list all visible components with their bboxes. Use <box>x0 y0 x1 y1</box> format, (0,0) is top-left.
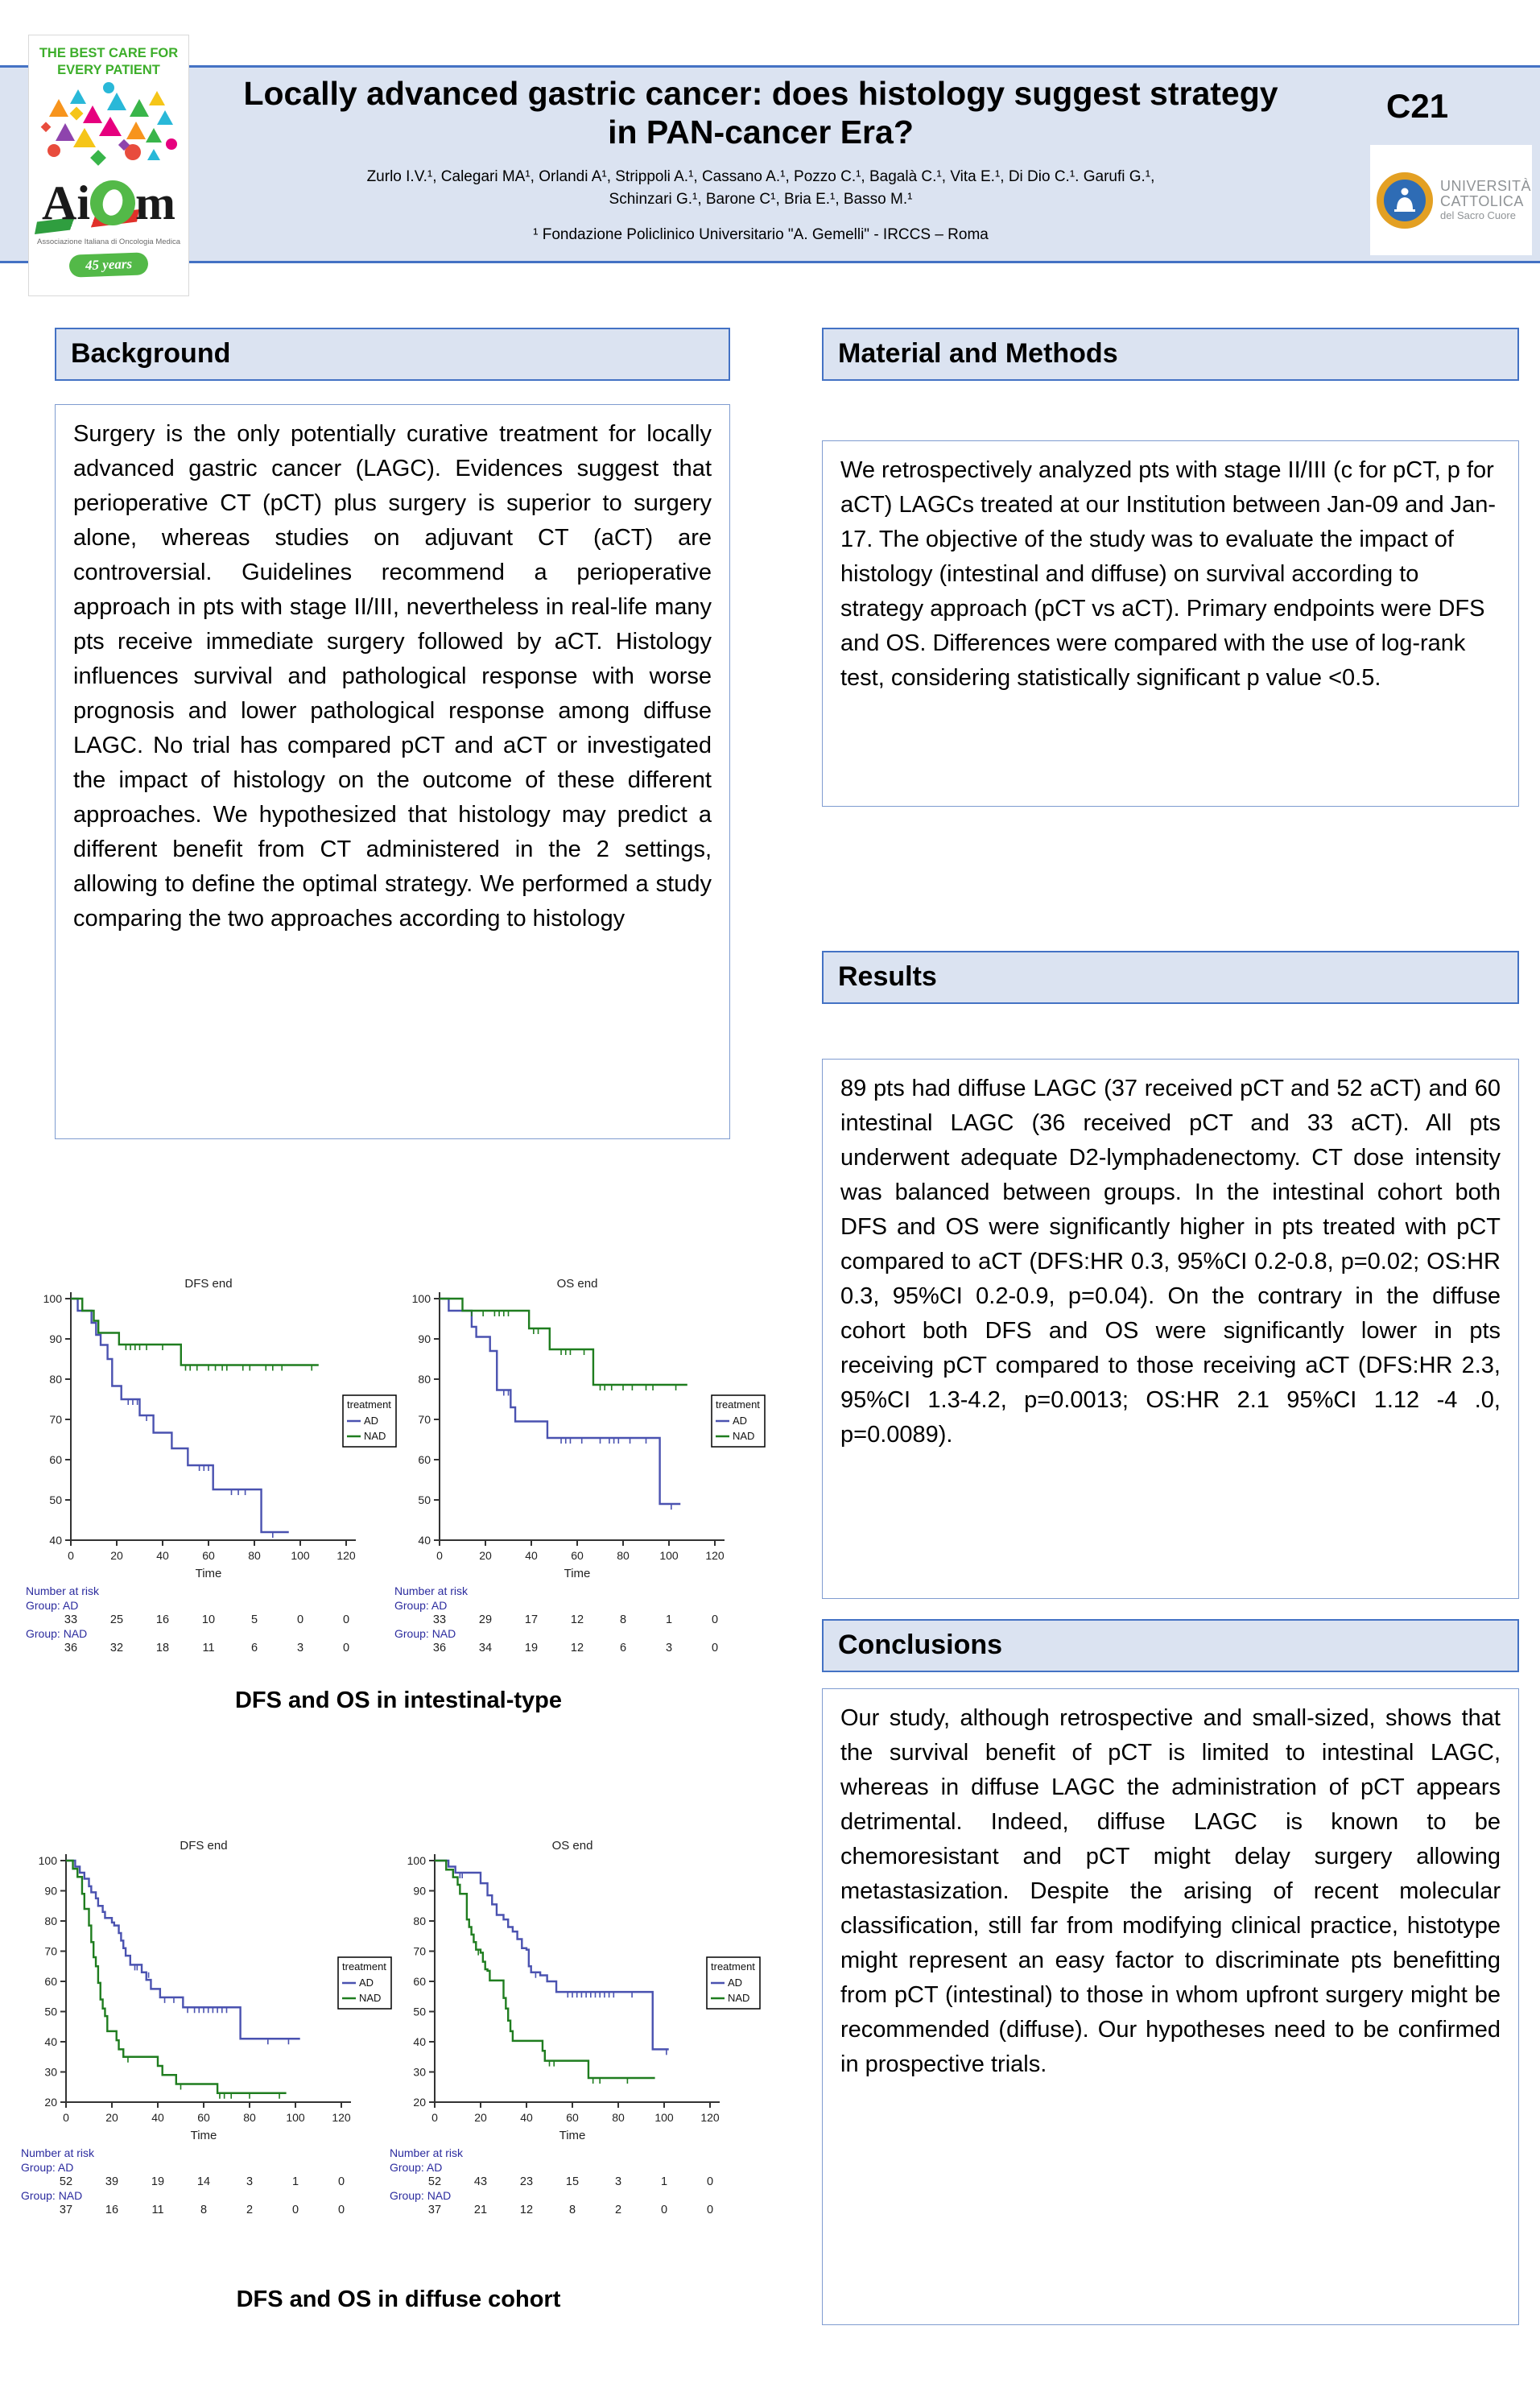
svg-text:80: 80 <box>44 1915 57 1927</box>
svg-text:19: 19 <box>151 2175 165 2188</box>
svg-text:3: 3 <box>246 2175 254 2188</box>
svg-text:40: 40 <box>156 1549 169 1562</box>
svg-text:Time: Time <box>559 2129 586 2142</box>
svg-text:90: 90 <box>49 1332 62 1345</box>
svg-text:36: 36 <box>432 1642 447 1654</box>
svg-text:70: 70 <box>418 1413 431 1426</box>
svg-text:OS end: OS end <box>556 1277 598 1291</box>
km-plot-svg <box>19 1836 394 2219</box>
svg-text:treatment: treatment <box>711 1960 755 1973</box>
svg-text:DFS end: DFS end <box>184 1277 233 1291</box>
svg-text:60: 60 <box>202 1549 215 1562</box>
svg-text:Time: Time <box>195 1567 222 1580</box>
svg-text:40: 40 <box>44 2035 57 2048</box>
poster-title: Locally advanced gastric cancer: does histology suggest strategy in PAN-cancer Era? <box>243 75 1278 151</box>
svg-text:0: 0 <box>68 1549 74 1562</box>
svg-text:80: 80 <box>413 1915 426 1927</box>
svg-text:40: 40 <box>151 2111 164 2124</box>
poster-code-badge: C21 <box>1386 87 1449 125</box>
aiom-tagline-line1: THE BEST CARE FOR <box>39 46 179 60</box>
svg-text:3: 3 <box>296 1642 304 1654</box>
svg-text:40: 40 <box>525 1549 538 1562</box>
svg-text:30: 30 <box>413 2065 426 2079</box>
svg-text:40: 40 <box>520 2111 533 2124</box>
cattolica-logo <box>1370 145 1532 255</box>
svg-text:40: 40 <box>418 1534 431 1547</box>
svg-text:80: 80 <box>418 1373 431 1386</box>
aiom-wordmark <box>29 173 188 233</box>
svg-text:0: 0 <box>342 1642 350 1654</box>
aiom-tagline-line2: EVERY PATIENT <box>57 62 160 77</box>
aiom-wordmark-right: m <box>135 176 175 230</box>
svg-text:60: 60 <box>571 1549 584 1562</box>
svg-text:0: 0 <box>337 2175 345 2188</box>
svg-text:15: 15 <box>565 2175 580 2188</box>
svg-text:37: 37 <box>427 2204 442 2216</box>
authors-line2: Schinzari G.¹, Barone C¹, Bria E.¹, Basso M.¹ <box>609 190 913 208</box>
svg-text:NAD: NAD <box>733 1430 755 1442</box>
svg-text:90: 90 <box>413 1884 426 1898</box>
svg-text:39: 39 <box>105 2175 119 2188</box>
svg-text:Time: Time <box>564 1567 591 1580</box>
svg-text:60: 60 <box>566 2111 579 2124</box>
section-header-background: Background <box>55 328 730 381</box>
svg-text:10: 10 <box>201 1613 216 1626</box>
km-chart-os-intestinal <box>393 1274 767 1657</box>
svg-text:Time: Time <box>190 2129 217 2142</box>
svg-text:80: 80 <box>243 2111 256 2124</box>
svg-text:0: 0 <box>706 2204 714 2216</box>
svg-text:100: 100 <box>407 1854 426 1867</box>
aiom-association-name: Associazione Italiana di Oncologia Medica <box>37 238 180 247</box>
svg-text:Group: NAD: Group: NAD <box>26 1627 88 1640</box>
svg-text:Group: NAD: Group: NAD <box>394 1627 456 1640</box>
svg-text:8: 8 <box>568 2204 576 2216</box>
svg-text:40: 40 <box>49 1534 62 1547</box>
cattolica-seal-icon <box>1377 172 1433 229</box>
svg-text:100: 100 <box>43 1292 62 1305</box>
svg-text:80: 80 <box>248 1549 261 1562</box>
svg-text:60: 60 <box>49 1453 62 1466</box>
km-plot-svg <box>388 1836 762 2219</box>
svg-text:70: 70 <box>44 1944 57 1958</box>
svg-text:100: 100 <box>411 1292 431 1305</box>
svg-text:90: 90 <box>44 1884 57 1898</box>
svg-text:0: 0 <box>342 1613 350 1626</box>
svg-text:3: 3 <box>614 2175 622 2188</box>
svg-text:34: 34 <box>478 1642 493 1654</box>
affiliation: ¹ Fondazione Policlinico Universitario "A. Gemelli" - IRCCS – Roma <box>533 226 989 243</box>
svg-text:0: 0 <box>711 1613 719 1626</box>
svg-text:70: 70 <box>413 1944 426 1958</box>
svg-text:50: 50 <box>418 1493 431 1506</box>
svg-text:70: 70 <box>49 1413 62 1426</box>
svg-text:NAD: NAD <box>359 1992 382 2004</box>
svg-text:AD: AD <box>359 1977 374 1989</box>
svg-text:treatment: treatment <box>347 1398 391 1411</box>
svg-text:0: 0 <box>660 2204 668 2216</box>
cattolica-line2: CATTOLICA <box>1440 193 1524 209</box>
svg-text:0: 0 <box>706 2175 714 2188</box>
svg-text:80: 80 <box>612 2111 625 2124</box>
svg-text:19: 19 <box>524 1642 539 1654</box>
svg-text:12: 12 <box>519 2204 534 2216</box>
svg-text:100: 100 <box>654 2111 674 2124</box>
svg-text:Group: NAD: Group: NAD <box>21 2189 83 2202</box>
svg-text:6: 6 <box>619 1642 627 1654</box>
svg-text:60: 60 <box>44 1975 57 1988</box>
svg-text:Group: AD: Group: AD <box>21 2161 74 2174</box>
svg-text:20: 20 <box>474 2111 487 2124</box>
svg-text:36: 36 <box>64 1642 78 1654</box>
svg-text:Group: AD: Group: AD <box>390 2161 443 2174</box>
svg-text:8: 8 <box>200 2204 208 2216</box>
km-chart-dfs-diffuse <box>19 1836 394 2219</box>
aiom-years-badge: 45 years <box>68 253 148 278</box>
svg-text:3: 3 <box>665 1642 673 1654</box>
svg-text:120: 120 <box>705 1549 725 1562</box>
svg-text:20: 20 <box>413 2096 426 2109</box>
svg-text:37: 37 <box>59 2204 73 2216</box>
svg-text:100: 100 <box>38 1854 57 1867</box>
svg-text:60: 60 <box>413 1975 426 1988</box>
svg-text:23: 23 <box>519 2175 534 2188</box>
svg-text:33: 33 <box>64 1613 78 1626</box>
svg-text:0: 0 <box>436 1549 443 1562</box>
svg-text:5: 5 <box>250 1613 258 1626</box>
svg-text:20: 20 <box>479 1549 492 1562</box>
authors-line1: Zurlo I.V.¹, Calegari MA¹, Orlandi A¹, Strippoli A.¹, Cassano A.¹, Pozzo C.¹, Bagalà C.¹, Vita E.¹, Di Dio C.¹. Garufi G.¹, <box>366 168 1155 185</box>
aiom-logo <box>28 35 189 296</box>
svg-text:11: 11 <box>151 2204 164 2216</box>
svg-text:16: 16 <box>105 2204 119 2216</box>
aiom-tagline <box>29 45 188 78</box>
svg-text:2: 2 <box>614 2204 622 2216</box>
svg-text:AD: AD <box>728 1977 743 1989</box>
section-header-methods: Material and Methods <box>822 328 1519 381</box>
svg-text:100: 100 <box>659 1549 679 1562</box>
svg-text:Number at risk: Number at risk <box>26 1584 100 1597</box>
svg-text:50: 50 <box>49 1493 62 1506</box>
section-body-methods: We retrospectively analyzed pts with stage II/III (c for pCT, p for aCT) LAGCs treated at our Institution between Jan-09 and Jan-17. The objective of the study was to evaluate the impact of histology (intestinal and diffuse) on survival according to strategy approach (pCT vs aCT). Primary endpoints were DFS and OS. Differences were compared with the use of log-rank test, considering statistically significant p value <0.5. <box>822 440 1519 807</box>
aiom-shapes-graphic <box>36 81 181 171</box>
svg-text:43: 43 <box>473 2175 488 2188</box>
svg-text:25: 25 <box>109 1613 124 1626</box>
km-chart-dfs-intestinal <box>24 1274 398 1657</box>
svg-text:20: 20 <box>44 2096 57 2109</box>
km-plot-svg <box>24 1274 398 1657</box>
svg-text:12: 12 <box>570 1613 584 1626</box>
svg-text:DFS end: DFS end <box>180 1839 228 1853</box>
svg-text:1: 1 <box>665 1613 673 1626</box>
svg-text:80: 80 <box>49 1373 62 1386</box>
svg-text:0: 0 <box>63 2111 69 2124</box>
svg-text:0: 0 <box>337 2204 345 2216</box>
svg-text:Group: AD: Group: AD <box>394 1599 448 1612</box>
svg-text:50: 50 <box>413 2005 426 2018</box>
section-header-conclusions: Conclusions <box>822 1619 1519 1672</box>
section-body-results: 89 pts had diffuse LAGC (37 received pCT and 52 aCT) and 60 intestinal LAGC (36 received pCT and 33 aCT). All pts underwent adequate D2-lymphadenectomy. CT dose intensity was balanced between groups. In the intestinal cohort both DFS and OS were significantly higher in pts treated with pCT compared to aCT (DFS:HR 0.3, 95%CI 0.2-0.8, p=0.02; OS:HR 0.3, 95%CI 0.2-0.9, p=0.04). On the contrary in the diffuse cohort both DFS and OS were significantly lower in pts receiving pCT compared to those receiving aCT (DFS:HR 2.3, 95%CI 1.3-4.2, p=0.0013; OS:HR 2.1 95%CI 1.12 -4 .0, p=0.0089). <box>822 1059 1519 1599</box>
svg-text:120: 120 <box>700 2111 720 2124</box>
svg-text:32: 32 <box>109 1642 124 1654</box>
svg-text:52: 52 <box>427 2175 442 2188</box>
svg-text:21: 21 <box>473 2204 488 2216</box>
svg-text:17: 17 <box>524 1613 539 1626</box>
svg-text:40: 40 <box>413 2035 426 2048</box>
svg-text:60: 60 <box>418 1453 431 1466</box>
svg-text:60: 60 <box>197 2111 210 2124</box>
svg-text:treatment: treatment <box>716 1398 760 1411</box>
svg-text:Number at risk: Number at risk <box>21 2146 95 2159</box>
svg-text:treatment: treatment <box>342 1960 386 1973</box>
svg-text:20: 20 <box>110 1549 123 1562</box>
svg-text:50: 50 <box>44 2005 57 2018</box>
svg-text:52: 52 <box>59 2175 73 2188</box>
caption-intestinal: DFS and OS in intestinal-type <box>234 1688 563 1713</box>
km-chart-os-diffuse <box>388 1836 762 2219</box>
svg-text:30: 30 <box>44 2065 57 2079</box>
svg-text:AD: AD <box>364 1415 379 1427</box>
svg-text:1: 1 <box>660 2175 668 2188</box>
section-header-results: Results <box>822 951 1519 1004</box>
authors-block <box>233 166 1288 210</box>
svg-text:120: 120 <box>332 2111 351 2124</box>
svg-text:12: 12 <box>570 1642 584 1654</box>
svg-text:1: 1 <box>291 2175 299 2188</box>
svg-text:20: 20 <box>105 2111 118 2124</box>
km-plot-svg <box>393 1274 767 1657</box>
section-body-conclusions: Our study, although retrospective and small-sized, shows that the survival benefit of pCT is limited to intestinal LAGC, whereas in diffuse LAGC the administration of pCT appears detrimental. Indeed, diffuse LAGC is known to be chemoresistant and pCT might delay surgery allowing metastasization. Despite the arising of recent molecular classification, still far from modifying clinical practice, histotype might represent an easy factor to discriminate pts benefitting from pCT (intestinal) to those in whom upfront surgery might be recommended (diffuse). Our hypotheses need to be confirmed in prospective trials. <box>822 1688 1519 2325</box>
svg-text:NAD: NAD <box>364 1430 386 1442</box>
svg-text:16: 16 <box>155 1613 170 1626</box>
svg-text:8: 8 <box>619 1613 627 1626</box>
svg-text:33: 33 <box>432 1613 447 1626</box>
svg-text:18: 18 <box>155 1642 170 1654</box>
section-body-background: Surgery is the only potentially curative treatment for locally advanced gastric cancer (LAGC). Evidences suggest that perioperative CT (pCT) plus surgery is superior to surgery alone, whereas studies on adjuvant CT (aCT) are controversial. Guidelines recommend a perioperative approach in pts with stage II/III, nevertheless in real-life many pts receive immediate surgery followed by aCT. Histology influences survival and pathological response with worse prognosis and lower pathological response among diffuse LAGC. No trial has compared pCT and aCT or investigated the impact of histology on the outcome of these different approaches. We hypothesized that histology may predict a different benefit from CT administered in the 2 settings, allowing to define the optimal strategy. We performed a study comparing the two approaches according to histology <box>55 404 730 1139</box>
svg-text:Group: AD: Group: AD <box>26 1599 79 1612</box>
svg-text:0: 0 <box>711 1642 719 1654</box>
svg-text:120: 120 <box>336 1549 356 1562</box>
svg-text:80: 80 <box>617 1549 630 1562</box>
svg-text:Number at risk: Number at risk <box>394 1584 469 1597</box>
svg-text:11: 11 <box>202 1642 215 1654</box>
svg-text:29: 29 <box>478 1613 493 1626</box>
cattolica-line3: del Sacro Cuore <box>1440 209 1516 222</box>
svg-text:0: 0 <box>431 2111 438 2124</box>
svg-text:2: 2 <box>246 2204 254 2216</box>
svg-text:90: 90 <box>418 1332 431 1345</box>
cattolica-line1: UNIVERSITÀ <box>1440 177 1532 194</box>
cattolica-name <box>1440 179 1531 222</box>
svg-text:14: 14 <box>196 2175 211 2188</box>
caption-diffuse: DFS and OS in diffuse cohort <box>236 2287 561 2312</box>
svg-text:NAD: NAD <box>728 1992 750 2004</box>
svg-text:0: 0 <box>291 2204 299 2216</box>
svg-text:0: 0 <box>296 1613 304 1626</box>
svg-text:AD: AD <box>733 1415 748 1427</box>
svg-text:100: 100 <box>291 1549 310 1562</box>
aiom-wordmark-left: Ai <box>42 176 90 230</box>
svg-text:Group: NAD: Group: NAD <box>390 2189 452 2202</box>
aiom-o-mark <box>90 180 135 225</box>
svg-text:6: 6 <box>250 1642 258 1654</box>
svg-text:100: 100 <box>286 2111 305 2124</box>
svg-text:Number at risk: Number at risk <box>390 2146 464 2159</box>
svg-text:OS end: OS end <box>551 1839 593 1853</box>
